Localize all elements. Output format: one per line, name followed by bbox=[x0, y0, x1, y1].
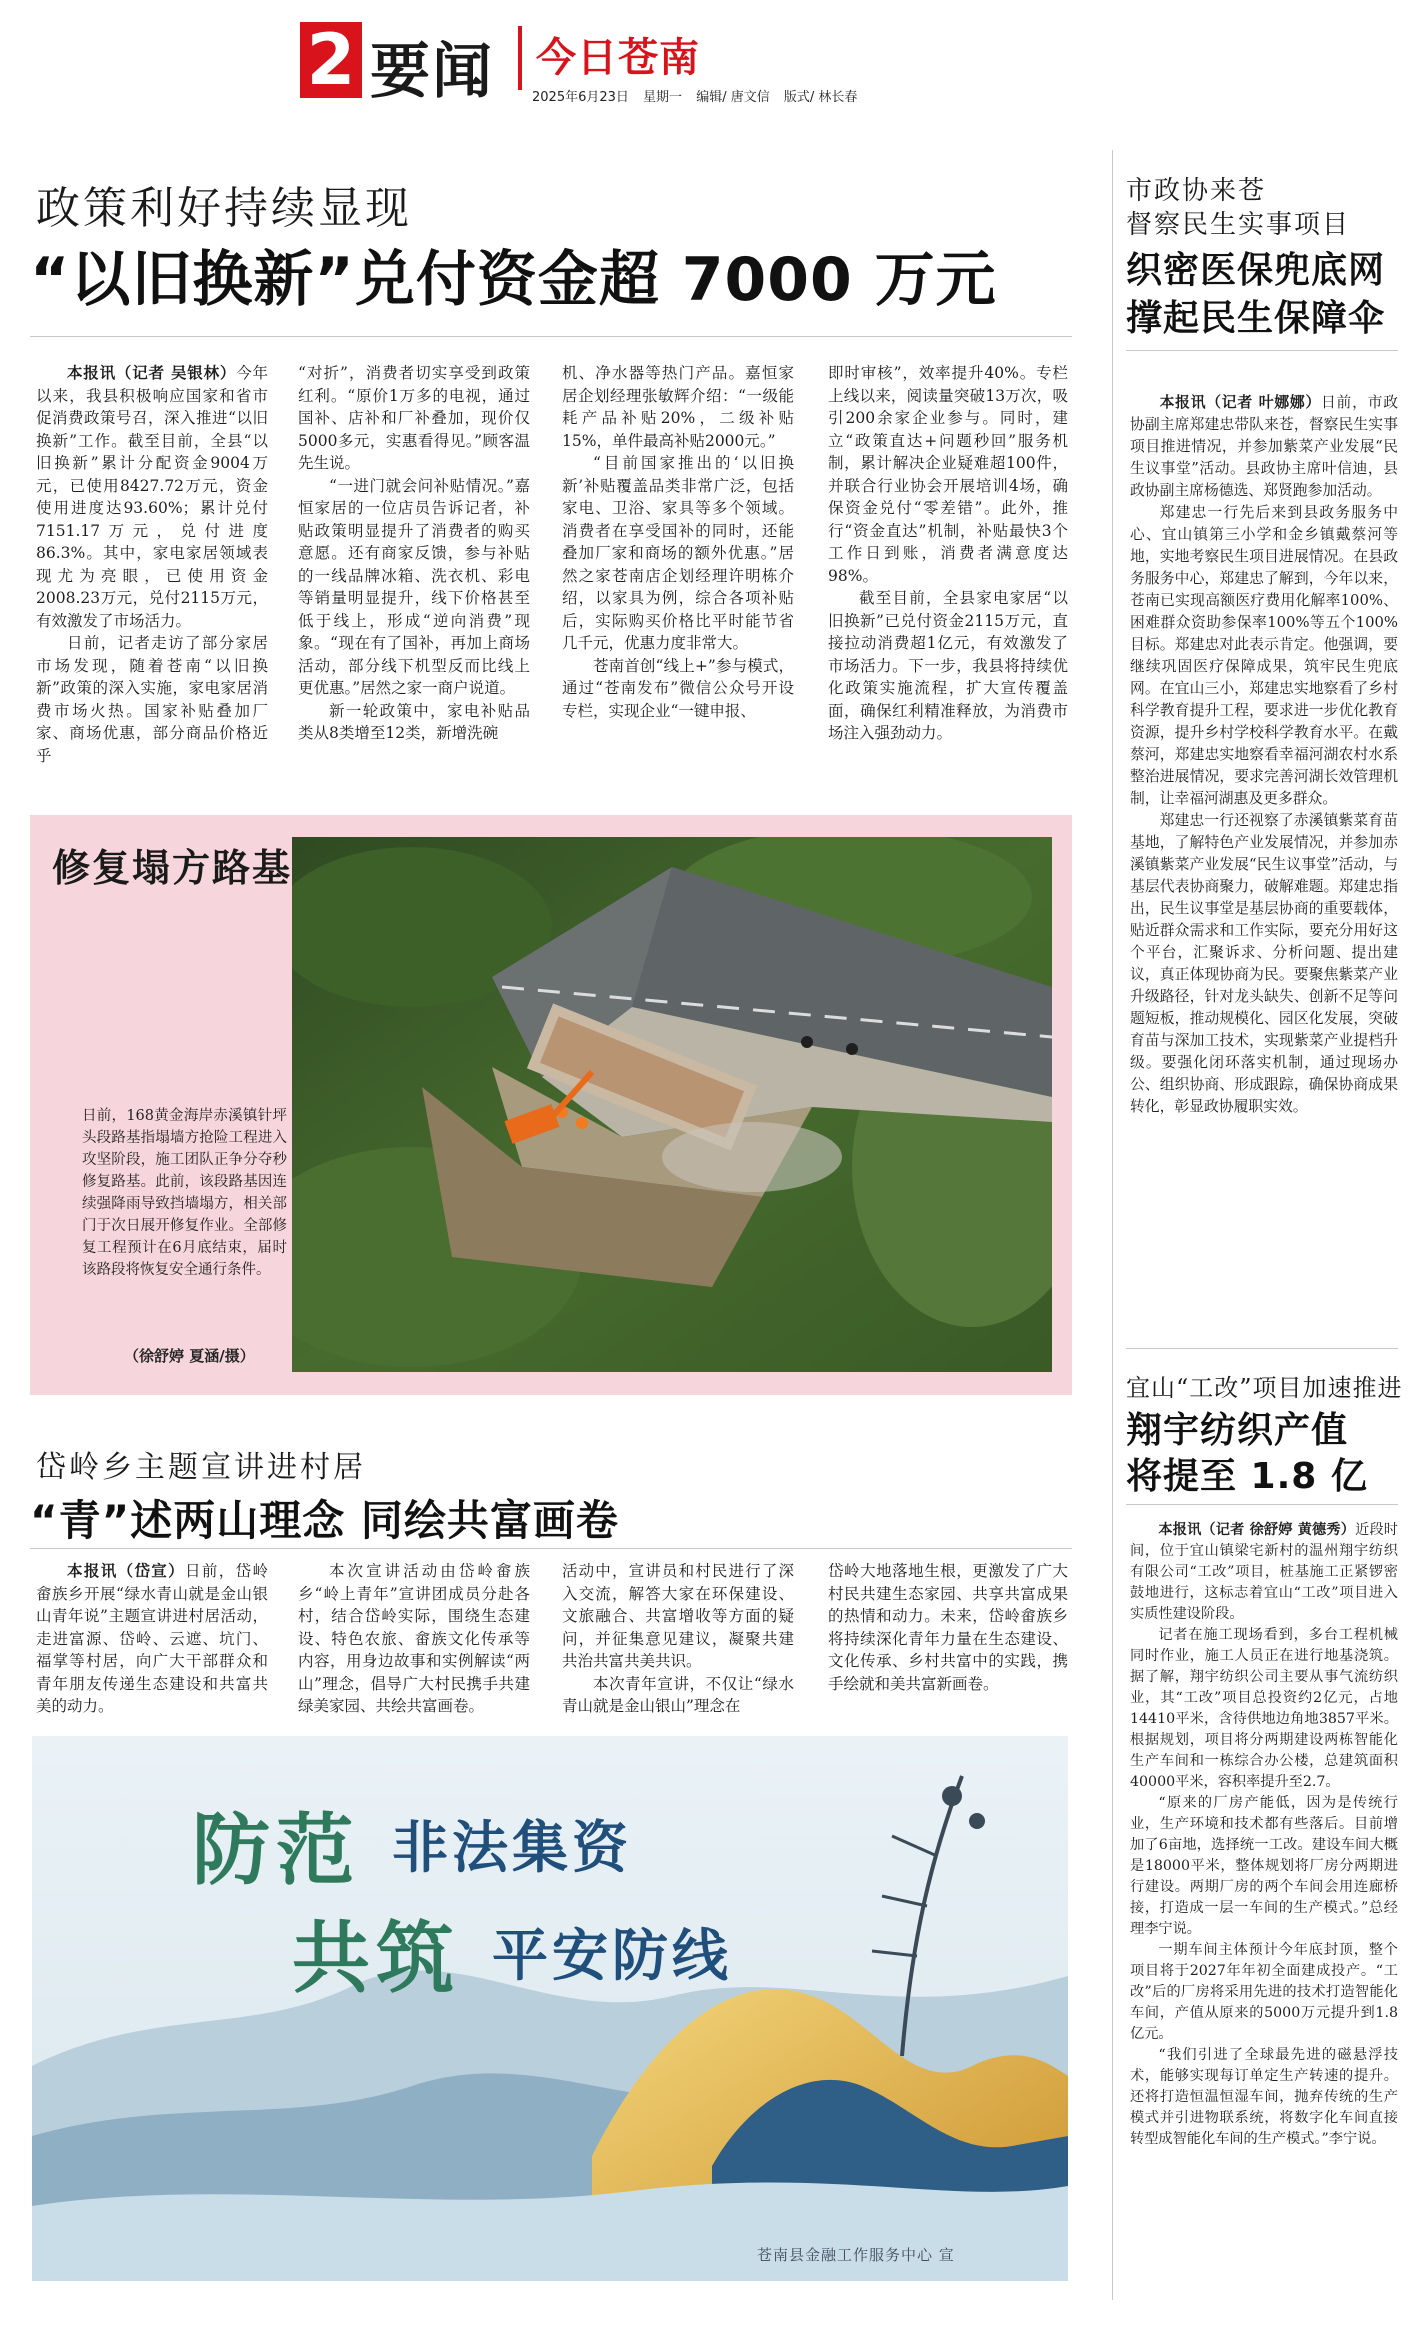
photo-caption: 日前，168黄金海岸赤溪镇针坪头段路基指塌墙方抢险工程进入攻坚阶段，施工团队正争分夺秒修复路基。此前，该段路基因连续强降雨导致挡墙塌方，相关部门于次日展开修复作业。全部修复工程预计在6月底结束，届时该路段将恢复安全通行条件。 bbox=[82, 1108, 287, 1278]
issue-date: 2025年6月23日 bbox=[532, 90, 629, 105]
paragraph: “对折”，消费者切实享受到政策红利。“原价1万多的电视，通过国补、店补和厂补叠加，现价仅5000多元，实惠看得见。”顾客温先生说。 bbox=[298, 364, 530, 472]
paragraph: “原来的厂房产能低，因为是传统行业，生产环境和技术都有些落后。目前增加了6亩地，选择统一工改。建设车间大概是18000平米，整体规划将厂房分两期进行建设。两期厂房的两个车间会用连廊桥接，打造成一层一车间的生产模式。”总经理李宁说。 bbox=[1130, 1795, 1398, 1937]
sidebar-rule bbox=[1126, 1504, 1398, 1505]
paper-name: 今日苍南 bbox=[536, 35, 700, 81]
sidebar2-headline-1: 翔宇纺织产值 bbox=[1126, 1410, 1349, 1451]
sidebar1-headline-2: 撑起民生保障伞 bbox=[1126, 298, 1386, 339]
page-number: 2 bbox=[300, 22, 362, 98]
article2-col-4 bbox=[828, 1560, 1068, 1695]
sidebar2-body bbox=[1130, 1520, 1398, 2150]
ad-line2-a: 共筑 bbox=[292, 1914, 461, 2004]
ad-line1-b: 非法集资 bbox=[392, 1816, 632, 1881]
sidebar1-byline: 本报讯（记者 叶娜娜） bbox=[1159, 394, 1321, 411]
issue-weekday: 星期一 bbox=[643, 90, 683, 105]
public-service-ad bbox=[32, 1736, 1068, 2281]
headline-rule bbox=[30, 1548, 1072, 1549]
sidebar1-kicker-1: 市政协来苍 bbox=[1126, 176, 1267, 206]
ad-sponsor: 苍南县金融工作服务中心 宣 bbox=[757, 2246, 955, 2264]
sidebar2-kicker: 宜山“工改”项目加速推进 bbox=[1126, 1374, 1403, 1402]
article2-col-2 bbox=[298, 1560, 530, 1718]
paragraph: 近段时间，位于宜山镇梁宅新村的温州翔宇纺织有限公司“工改”项目，桩基施工正紧锣密鼓地进行，这标志着宜山“工改”项目进入实质性建设阶段。 bbox=[1130, 1522, 1398, 1622]
paragraph: 郑建忠一行先后来到县政务服务中心、宜山镇第三小学和金乡镇戴蔡河等地，实地考察民生项目进展情况。在县政务服务中心，郑建忠了解到，今年以来，苍南已实现高额医疗费用化解率100%、困难群众资助参保率100%等五个100%目标。郑建忠对此表示肯定。他强调，要继续巩固医疗保障成果，筑牢民生兜底网。在宜山三小，郑建忠实地察看了乡村科学教育提升工程，要求进一步优化教育资源，提升乡村学校科学教育水平。在戴蔡河，郑建忠实地察看幸福河湖农村水系整治进展情况，要求完善河湖长效管理机制，让幸福河湖惠及更多群众。 bbox=[1130, 504, 1398, 807]
section-name: 要闻 bbox=[370, 37, 494, 107]
ad-line2-b: 平安防线 bbox=[492, 1924, 732, 1989]
article1-headline: “以旧换新”兑付资金超 7000 万元 bbox=[30, 245, 997, 315]
paragraph: 本次宣讲活动由岱岭畲族乡“岭上青年”宣讲团成员分赴各村，结合岱岭实际，围绕生态建设、特色农旅、畲族文化传承等内容，用身边故事和实例解读“两山”理念，倡导广大村民携手共建绿美家园、共绘共富画卷。 bbox=[298, 1562, 530, 1715]
article1-col-2 bbox=[298, 362, 530, 745]
paragraph: 日前，市政协副主席郑建忠带队来苍，督察民生实事项目推进情况，并参加紫菜产业发展“民生议事堂”活动。县政协主席叶信迪，县政协副主席杨德选、郑贤跑参加活动。 bbox=[1130, 394, 1398, 499]
paragraph: 记者在施工现场看到，多台工程机械同时作业，施工人员正在进行地基浇筑。据了解，翔宇纺织公司主要从事气流纺织业，其“工改”项目总投资约2亿元，占地14410平米，含待供地边角地3857平米。根据规划，项目将分两期建设两栋智能化生产车间和一栋综合办公楼，总建筑面积40000平米，容积率提升至2.7。 bbox=[1130, 1627, 1398, 1790]
article1-byline: 本报讯（记者 吴银林） bbox=[67, 363, 237, 382]
sidebar-rule bbox=[1126, 350, 1398, 351]
photo-credit: （徐舒婷 夏涵/摄） bbox=[124, 1347, 255, 1365]
article2-col-1 bbox=[36, 1560, 268, 1718]
paragraph: 一期车间主体预计今年底封顶，整个项目将于2027年年初全面建成投产。“工改”后的厂房将采用先进的技术打造智能化车间，产值从原来的5000万元提升到1.8亿元。 bbox=[1130, 1942, 1398, 2042]
paragraph: 日前，记者走访了部分家居市场发现，随着苍南“以旧换新”政策的深入实施，家电家居消费市场火热。国家补贴叠加厂家、商场优惠，部分商品价格近乎 bbox=[36, 634, 268, 765]
article2-headline: “青”述两山理念 同绘共富画卷 bbox=[30, 1496, 619, 1545]
paragraph: 苍南首创“线上+”参与模式，通过“苍南发布”微信公众号开设专栏，实现企业“一键申报、 bbox=[562, 656, 794, 720]
article1-kicker: 政策利好持续显现 bbox=[36, 183, 412, 234]
paragraph: 活动中，宣讲员和村民进行了深入交流，解答大家在环保建设、文旅融合、共富增收等方面的疑问，并征集意见建议，凝聚共建共治共富共美共识。 bbox=[562, 1562, 794, 1670]
sidebar2-headline-2: 将提至 1.8 亿 bbox=[1126, 1456, 1368, 1497]
landslide-repair-photo bbox=[292, 837, 1052, 1372]
article1-col-3 bbox=[562, 362, 794, 722]
paragraph: “目前国家推出的‘以旧换新’补贴覆盖品类非常广泛，包括家电、卫浴、家具等多个领域。消费者在享受国补的同时，还能叠加厂家和商场的额外优惠。”居然之家苍南店企划经理许明栋介绍，以家具为例，综合各项补贴后，实际购买价格比平时能节省几千元，优惠力度非常大。 bbox=[562, 454, 794, 652]
photo-feature bbox=[30, 815, 1072, 1395]
sidebar2-byline: 本报讯（记者 徐舒婷 黄德秀） bbox=[1158, 1522, 1356, 1538]
sidebar-rule bbox=[1126, 1348, 1398, 1349]
paragraph: 今年以来，我县积极响应国家和省市促消费政策号召，深入推进“以旧换新”工作。截至目前，全县“以旧换新”累计分配资金9004万元，已使用8427.72万元，资金使用进度达93.60%；累计兑付7151.17万元，兑付进度86.3%。其中，家电家居领域表现尤为亮眼，已使用资金2008.23万元，兑付2115万元，有效激发了市场活力。 bbox=[36, 364, 268, 630]
sidebar1-kicker-2: 督察民生实事项目 bbox=[1126, 210, 1351, 240]
headline-rule bbox=[30, 336, 1072, 337]
paragraph: 日前，岱岭畲族乡开展“绿水青山就是金山银山青年说”主题宣讲进村居活动，走进富源、岱岭、云遮、坑门、福掌等村居，向广大干部群众和青年朋友传递生态建设和共富共美的动力。 bbox=[36, 1562, 268, 1715]
article1-col-4 bbox=[828, 362, 1068, 745]
aerial-road-image bbox=[292, 837, 1052, 1372]
column-divider bbox=[1112, 150, 1113, 2300]
paragraph: “我们引进了全球最先进的磁悬浮技术，能够实现每订单定生产转速的提升。还将打造恒温恒湿车间，抛弃传统的生产模式并引进物联系统，将数字化车间直接转型成智能化车间的生产模式。”李宁说。 bbox=[1130, 2047, 1398, 2147]
paragraph: “一进门就会问补贴情况。”嘉恒家居的一位店员告诉记者，补贴政策明显提升了消费者的购买意愿。还有商家反馈，参与补贴的一线品牌冰箱、洗衣机、彩电等销量明显提升，线下价格甚至低于线上，形成“逆向消费”现象。“现在有了国补，再加上商场活动，部分线下机型反而比线上更优惠。”居然之家一商户说道。 bbox=[298, 476, 530, 697]
paragraph: 郑建忠一行还视察了赤溪镇紫菜育苗基地，了解特色产业发展情况，并参加赤溪镇紫菜产业发展“民生议事堂”活动，与基层代表协商聚力，破解难题。郑建忠指出，民生议事堂是基层协商的重要载体，贴近群众需求和工作实际，要充分用好这个平台，汇聚诉求、分析问题、提出建议，真正体现协商为民。要聚焦紫菜产业升级路径，针对龙头缺失、创新不足等问题短板，推动规模化、园区化发展，突破育苗与深加工技术，实现紫菜产业提档升级。要强化闭环落实机制，通过现场办公、组织协商、形成跟踪，确保协商成果转化，彰显政协履职实效。 bbox=[1130, 812, 1398, 1115]
photo-title: 修复塌方路基 bbox=[52, 846, 293, 890]
editor-credit: 编辑/ 唐文信 bbox=[696, 90, 770, 105]
paragraph: 截至目前，全县家电家居“以旧换新”已兑付资金2115万元，直接拉动消费超1亿元，有效激发了市场活力。下一步，我县将持续优化政策实施流程，扩大宣传覆盖面，确保红利精准释放，为消费市场注入强劲动力。 bbox=[828, 589, 1068, 742]
article1-col-1 bbox=[36, 362, 268, 767]
sidebar1-body bbox=[1130, 392, 1398, 1118]
masthead bbox=[300, 18, 1060, 106]
article2-kicker: 岱岭乡主题宣讲进村居 bbox=[36, 1450, 366, 1485]
paragraph: 新一轮政策中，家电补贴品类从8类增至12类，新增洗碗 bbox=[298, 701, 530, 742]
article2-byline: 本报讯（岱宣） bbox=[67, 1561, 186, 1580]
paragraph: 即时审核”，效率提升40%。专栏上线以来，阅读量突破13万次，吸引200余家企业参与。同时，建立“政策直达+问题秒回”服务机制，累计解决企业疑难超100件，并联合行业协会开展培训4场，确保资金兑付“零差错”。此外，推行“资金直达”机制，补贴最快3个工作日到账，消费者满意度达98%。 bbox=[828, 364, 1068, 585]
layout-credit: 版式/ 林长春 bbox=[783, 90, 858, 105]
masthead-meta bbox=[532, 86, 867, 105]
article2-col-3 bbox=[562, 1560, 794, 1718]
paragraph: 机、净水器等热门产品。嘉恒家居企划经理张敏辉介绍：“一级能耗产品补贴20%，二级补贴15%，单件最高补贴2000元。” bbox=[562, 364, 794, 450]
paragraph: 本次青年宣讲，不仅让“绿水青山就是金山银山”理念在 bbox=[562, 1674, 794, 1715]
sidebar1-headline-1: 织密医保兜底网 bbox=[1126, 250, 1386, 291]
masthead-divider bbox=[518, 26, 522, 90]
ad-line1-a: 防范 bbox=[192, 1806, 361, 1896]
paragraph: 岱岭大地落地生根，更激发了广大村民共建生态家园、共享共富成果的热情和动力。未来，岱岭畲族乡将持续深化青年力量在生态建设、文化传承、乡村共富中的实践，携手绘就和美共富新画卷。 bbox=[828, 1562, 1068, 1693]
